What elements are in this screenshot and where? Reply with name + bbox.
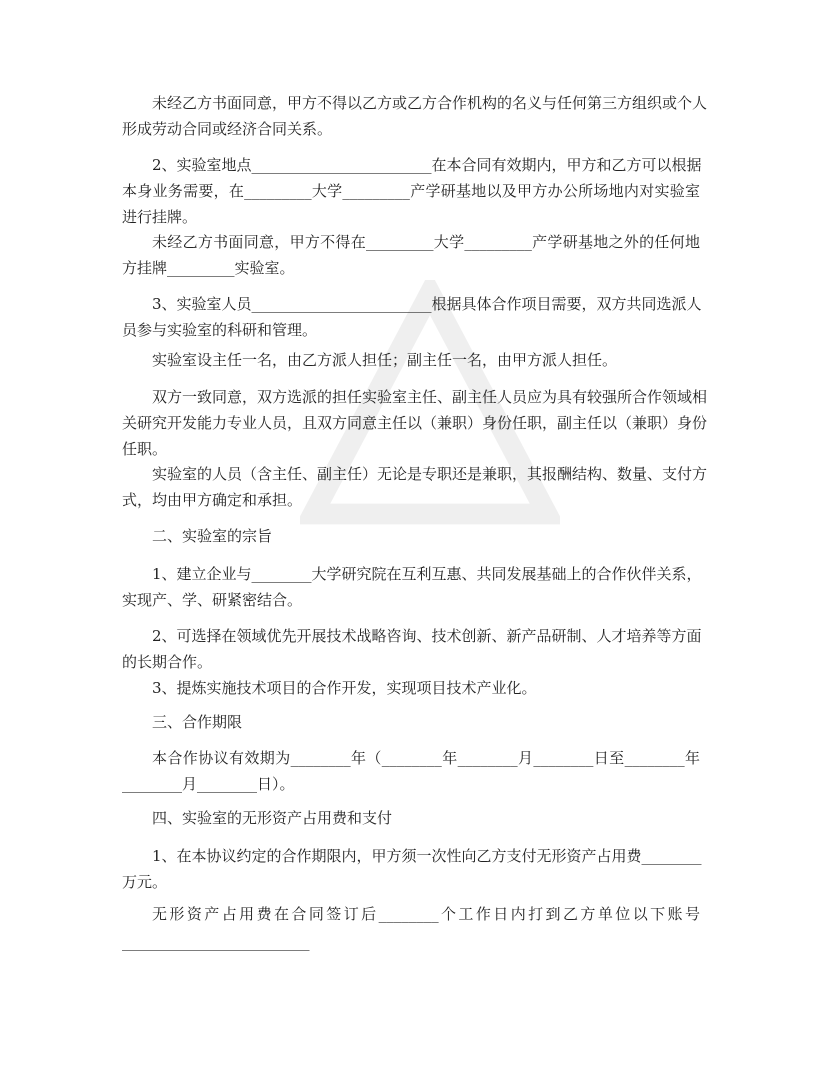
paragraph-line: 3、实验室人员________________________根据具体合作项目需要，双方共同选派人 [152, 295, 702, 313]
paragraph-line: 双方一致同意，双方选派的担任实验室主任、副主任人员应为具有较强所合作领域相 [152, 388, 708, 406]
paragraph-line: 实验室设主任一名，由乙方派人担任；副主任一名，由甲方派人担任。 [152, 351, 618, 369]
paragraph-line: 万元。 [122, 873, 168, 891]
paragraph-line: 任职。 [122, 440, 168, 458]
paragraph-line: 本合作协议有效期为________年（________年________月________日至________年 [152, 749, 700, 767]
paragraph-line: _________________________ [122, 933, 310, 951]
paragraph-line: 无形资产占用费在合同签订后________个工作日内打到乙方单位以下账号 [152, 905, 700, 923]
paragraph-line: 未经乙方书面同意，甲方不得在_________大学_________产学研基地之外的任何地 [152, 233, 700, 251]
paragraph-line: 1、建立企业与________大学研究院在互利互惠、共同发展基础上的合作伙伴关系， [152, 565, 702, 583]
paragraph-line: 四、实验室的无形资产占用费和支付 [152, 809, 393, 827]
paragraph-line: 本身业务需要，在_________大学_________产学研基地以及甲方办公所场地内对实验室 [122, 182, 700, 200]
paragraph-line: 未经乙方书面同意，甲方不得以乙方或乙方合作机构的名义与任何第三方组织或个人 [152, 94, 708, 112]
paragraph-line: 形成劳动合同或经济合同关系。 [122, 120, 333, 138]
paragraph-line: 1、在本协议约定的合作期限内，甲方须一次性向乙方支付无形资产占用费________ [152, 847, 702, 865]
paragraph-line: ________月________日）。 [122, 775, 295, 793]
paragraph-line: 二、实验室的宗旨 [152, 527, 273, 545]
paragraph-line: 实验室的人员（含主任、副主任）无论是专职还是兼职，其报酬结构、数量、支付方 [152, 465, 708, 483]
paragraph-line: 进行挂牌。 [122, 208, 198, 226]
paragraph-line: 关研究开发能力专业人员，且双方同意主任以（兼职）身份任职，副主任以（兼职）身份 [122, 414, 708, 432]
paragraph-line: 的长期合作。 [122, 653, 213, 671]
paragraph-line: 员参与实验室的科研和管理。 [122, 321, 318, 339]
paragraph-line: 实现产、学、研紧密结合。 [122, 591, 303, 609]
paragraph-line: 方挂牌_________实验室。 [122, 259, 295, 277]
paragraph-line: 3、提炼实施技术项目的合作开发，实现项目技术产业化。 [152, 679, 537, 697]
paragraph-line: 2、可选择在领域优先开展技术战略咨询、技术创新、新产品研制、人才培养等方面 [152, 627, 702, 645]
paragraph-line: 三、合作期限 [152, 713, 243, 731]
paragraph-line: 式，均由甲方确定和承担。 [122, 491, 303, 509]
paragraph-line: 2、实验室地点________________________在本合同有效期内，甲方和乙方可以根据 [152, 156, 702, 174]
